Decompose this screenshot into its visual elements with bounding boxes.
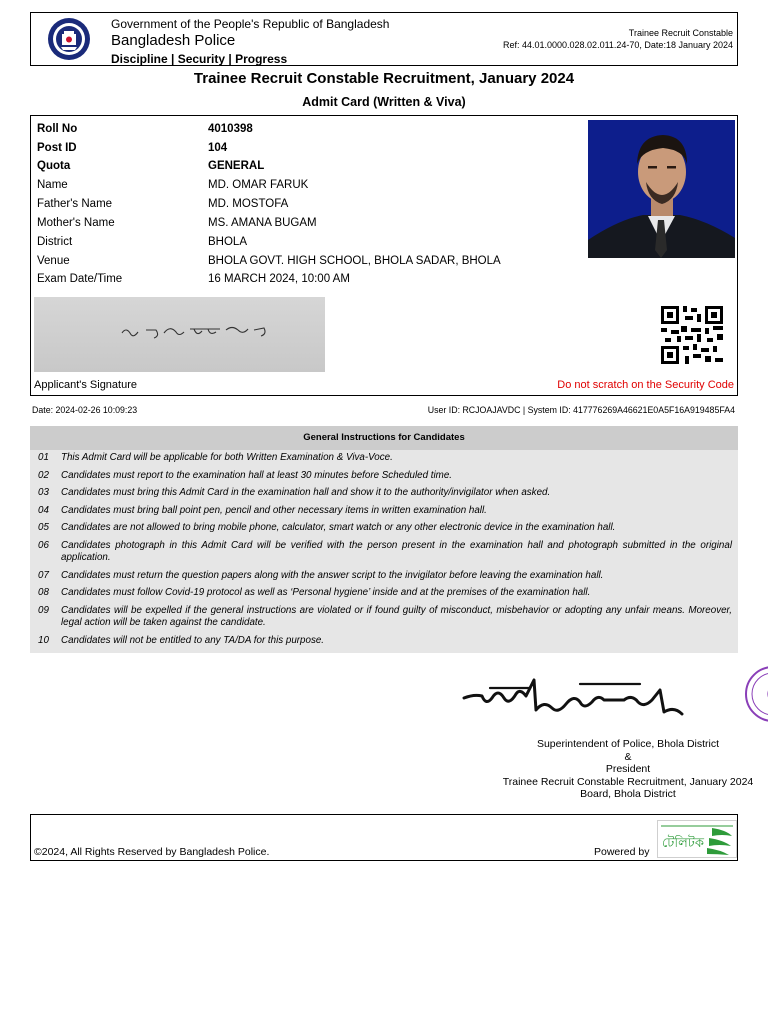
document-footer — [30, 814, 738, 861]
info-label: Mother's Name — [37, 217, 115, 229]
info-label: Quota — [37, 160, 71, 172]
authority-line-2: & — [624, 750, 632, 763]
instruction-text: Candidates must report to the examination hall at least 30 minutes before Scheduled time. — [61, 469, 453, 481]
powered-by-label: Powered by — [594, 846, 650, 858]
header-text-block — [111, 17, 389, 66]
teletalk-logo-icon — [657, 820, 737, 858]
page-subtitle: Admit Card (Written & Viva) — [302, 95, 466, 109]
teletalk-brand-text: টেলিটক — [662, 836, 704, 851]
authority-designation — [500, 738, 756, 801]
instructions-heading: General Instructions for Candidates — [30, 426, 738, 450]
info-value: BHOLA GOVT. HIGH SCHOOL, BHOLA SADAR, BHOLA — [208, 254, 501, 267]
security-qr-code — [661, 306, 723, 364]
instruction-item — [30, 570, 738, 583]
info-value: 4010398 — [208, 123, 253, 135]
info-value: BHOLA — [208, 236, 247, 248]
instructions-panel — [30, 426, 738, 653]
info-value: 104 — [208, 141, 228, 154]
instruction-item — [30, 587, 738, 600]
instruction-item — [30, 540, 738, 565]
instructions-list — [30, 450, 738, 647]
page-title: Trainee Recruit Constable Recruitment, January 2024 — [193, 70, 575, 87]
instruction-number: 02 — [38, 469, 49, 481]
info-value: MD. OMAR FARUK — [208, 179, 309, 191]
instruction-item — [30, 452, 738, 465]
instruction-number: 04 — [38, 504, 49, 516]
user-system-id: User ID: RCJOAJAVDC | System ID: 417776269A46621E0A5F16A919485FA4 — [427, 405, 735, 415]
instruction-number: 01 — [38, 452, 49, 463]
info-label: Exam Date/Time — [37, 273, 123, 285]
instruction-text: Candidates photograph in this Admit Card will be verified with the person present in the examination hall and photograph submitted in the original application. — [61, 539, 732, 563]
instruction-number: 10 — [38, 634, 49, 646]
instruction-text: Candidates will not be entitled to any TA/DA for this purpose. — [61, 634, 325, 646]
authority-line-5: Board, Bhola District — [580, 788, 676, 800]
instruction-item — [30, 487, 738, 500]
authority-line-3: President — [605, 763, 651, 775]
organization-motto: Discipline | Security | Progress — [111, 52, 288, 66]
instruction-text: This Admit Card will be applicable for both Written Examination & Viva-Voce. — [61, 452, 393, 463]
candidate-info-box — [30, 115, 738, 396]
bangladesh-police-logo-icon — [47, 17, 91, 61]
info-label: Father's Name — [37, 198, 113, 210]
info-label: District — [37, 236, 73, 248]
reference-title: Trainee Recruit Constable — [628, 28, 733, 38]
instruction-number: 06 — [38, 539, 49, 551]
applicant-photo — [588, 120, 735, 258]
instruction-text: Candidates are not allowed to bring mobile phone, calculator, smart watch or any other electronic device in the examination hall. — [61, 522, 616, 533]
reference-number: Ref: 44.01.0000.028.02.011.24-70, Date:18 January 2024 — [502, 39, 733, 50]
security-code-warning: Do not scratch on the Security Code — [557, 379, 734, 391]
applicant-signature-drawing — [34, 297, 325, 372]
instruction-item — [30, 522, 738, 535]
info-value: GENERAL — [208, 160, 265, 172]
instruction-number: 07 — [38, 569, 49, 581]
instruction-item — [30, 605, 738, 630]
applicant-signature-label: Applicant's Signature — [34, 379, 137, 391]
issue-date: Date: 2024-02-26 10:09:23 — [32, 405, 138, 415]
organization-name: Bangladesh Police — [111, 32, 236, 49]
instruction-item — [30, 470, 738, 483]
instruction-number: 03 — [38, 487, 49, 498]
instruction-number: 08 — [38, 587, 49, 598]
official-seal-icon — [743, 664, 768, 724]
reference-block — [503, 28, 733, 51]
instruction-text: Candidates must return the question papers along with the answer script to the invigilator before leaving the examination hall. — [61, 569, 604, 581]
info-label: Name — [37, 179, 68, 191]
authority-line-1: Superintendent of Police, Bhola District — [536, 738, 720, 750]
info-value: MD. MOSTOFA — [208, 198, 289, 210]
copyright-text: ©2024, All Rights Reserved by Bangladesh Police. — [34, 846, 270, 858]
instruction-number: 05 — [38, 522, 49, 533]
government-line: Government of the People's Republic of Bangladesh — [111, 17, 390, 31]
instruction-item — [30, 635, 738, 648]
info-label: Roll No — [37, 123, 78, 135]
applicant-signature-image — [34, 297, 325, 372]
authority-line-4: Trainee Recruit Constable Recruitment, January 2024 — [502, 775, 754, 788]
instruction-text: Candidates must bring this Admit Card in the examination hall and show it to the authority/invigilator when asked. — [61, 487, 551, 498]
instruction-number: 09 — [38, 604, 49, 616]
info-value: MS. AMANA BUGAM — [208, 217, 317, 229]
authority-signature — [460, 672, 730, 722]
document-header — [30, 12, 738, 66]
instruction-text: Candidates must bring ball point pen, pencil and other necessary items in written examination hall. — [61, 504, 487, 516]
instruction-item — [30, 505, 738, 518]
info-label: Venue — [37, 254, 70, 267]
instruction-text: Candidates must follow Covid-19 protocol as well as ‘Personal hygiene’ inside and at the premises of the examination hall. — [61, 587, 591, 598]
info-label: Post ID — [37, 141, 77, 154]
instruction-text: Candidates will be expelled if the general instructions are violated or if found guilty of misconduct, misbehavior or adopting any unfair means. Moreover, legal action will be taken against the candidate. — [61, 604, 732, 628]
info-value: 16 MARCH 2024, 10:00 AM — [208, 273, 350, 285]
